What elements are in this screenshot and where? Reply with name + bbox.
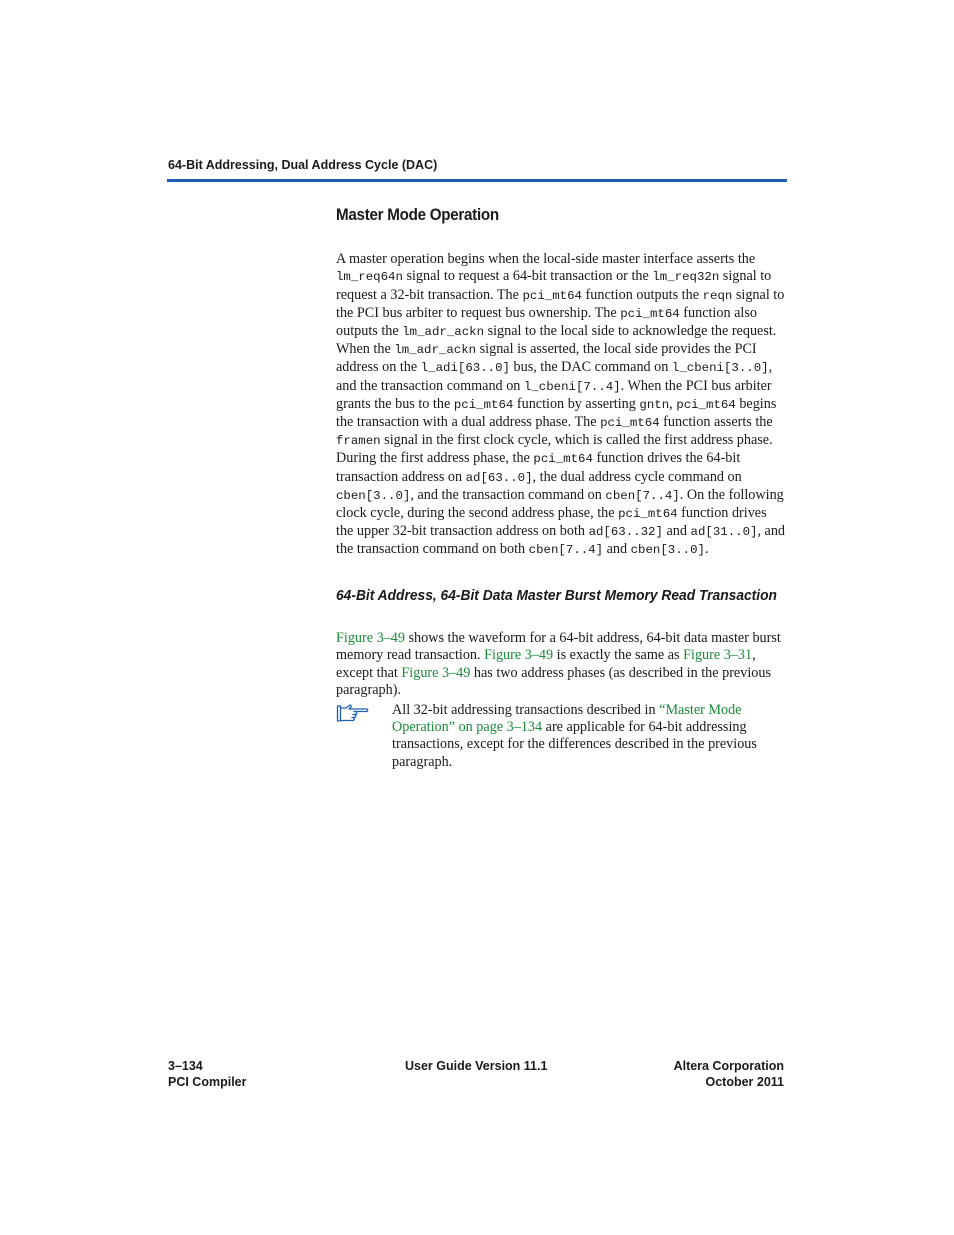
code-span: pci_mt64 <box>522 288 582 303</box>
code-span: cben[7..4] <box>528 543 604 558</box>
page-number: 3–134 <box>168 1059 203 1073</box>
text-run: signal to request a 64-bit transaction or the <box>402 268 653 285</box>
text-run: signal to request a 32-bit transaction. The <box>336 268 772 303</box>
running-header-title: 64-Bit Addressing, Dual Address Cycle (DAC) <box>168 158 438 172</box>
text-run: is exactly the same as <box>553 647 684 664</box>
cross-reference-link[interactable]: Figure 3–49 <box>336 630 405 647</box>
footer-center <box>405 1059 547 1075</box>
cross-reference-link[interactable]: Figure 3–49 <box>484 647 554 664</box>
company-name: Altera Corporation <box>673 1059 784 1073</box>
text-run: , and the transaction command on <box>336 359 773 394</box>
code-span: lm_req64n <box>336 270 403 285</box>
publication-date: October 2011 <box>705 1074 784 1089</box>
code-span: lm_adr_ackn <box>402 325 485 339</box>
text-run: , and the transaction command on both <box>336 523 786 558</box>
guide-version: User Guide Version 11.1 <box>405 1059 548 1073</box>
code-span: reqn <box>702 288 733 303</box>
code-span: lm_adr_ackn <box>394 343 477 358</box>
text-run: , the dual address cycle command on <box>532 468 742 485</box>
text-run: has two address phases (as described in the previous paragraph). <box>336 664 771 698</box>
text-run: function asserts the <box>659 414 773 431</box>
code-span: ad[31..0] <box>690 525 758 540</box>
code-span: ad[63..32] <box>588 525 663 540</box>
code-span: cben[7..4] <box>605 488 680 503</box>
section-heading: Master Mode Operation <box>336 206 499 224</box>
text-run: function drives the 64-bit transaction address on <box>336 450 741 485</box>
code-span: l_cbeni[3..0] <box>671 361 769 376</box>
text-run: signal in the first clock cycle, which is called the first address phase. During the first address phase, the <box>336 432 773 467</box>
text-run: and <box>603 541 631 558</box>
text-run: All 32-bit addressing transactions described in <box>392 702 660 718</box>
cross-reference-link[interactable]: Figure 3–31 <box>683 647 753 664</box>
code-span: pci_mt64 <box>676 397 736 412</box>
text-run: function by asserting <box>513 395 640 412</box>
subsection-heading: 64-Bit Address, 64-Bit Data Master Burst Memory Read Transaction <box>336 587 777 604</box>
footer-right <box>600 1059 784 1090</box>
text-run: . <box>704 541 709 558</box>
text-run: signal is asserted, the local side provides the PCI address on the <box>336 341 757 376</box>
body-paragraph-burst-read <box>336 630 786 699</box>
text-run: function also outputs the <box>336 304 757 339</box>
code-span: pci_mt64 <box>618 507 678 522</box>
code-span: pci_mt64 <box>453 397 514 412</box>
cross-reference-link[interactable]: Figure 3–49 <box>401 664 471 681</box>
code-span: l_cbeni[7..4] <box>523 379 621 394</box>
code-span: cben[3..0] <box>336 488 411 503</box>
text-run: signal to the PCI bus arbiter to request bus ownership. The <box>336 286 785 321</box>
text-run: function drives the upper 32-bit transaction address on both <box>336 505 767 540</box>
note-text <box>392 702 785 771</box>
product-name: PCI Compiler <box>168 1074 247 1089</box>
text-run: bus, the DAC command on <box>509 359 672 376</box>
code-span: cben[3..0] <box>630 543 705 558</box>
cross-reference-link[interactable]: “Master Mode Operation” on page 3–134 <box>392 702 742 736</box>
text-run: A master operation begins when the local-side master interface asserts the <box>336 251 756 268</box>
code-span: gntn <box>639 397 670 412</box>
text-run: . On the following clock cycle, during the second address phase, the <box>336 486 784 522</box>
text-run: , and the transaction command on <box>410 486 606 503</box>
code-span: lm_req32n <box>652 270 720 285</box>
text-run: , except that <box>336 647 756 681</box>
text-run: and <box>662 523 691 540</box>
text-run: shows the waveform for a 64-bit address, 64-bit data master burst memory read transaction. <box>336 630 781 664</box>
code-span: framen <box>336 434 381 449</box>
text-run: function outputs the <box>581 286 703 303</box>
text-run: begins the transaction with a dual address phase. The <box>336 395 777 431</box>
code-span: ad[63..0] <box>465 470 533 485</box>
footer-left <box>168 1059 247 1090</box>
header-rule <box>167 179 787 182</box>
body-paragraph-master-operation <box>336 251 786 559</box>
code-span: pci_mt64 <box>533 452 593 467</box>
text-run: are applicable for 64-bit addressing transactions, except for the differences described in the previous paragraph. <box>392 719 757 770</box>
text-run: signal to the local side to acknowledge the request. When the <box>336 323 777 358</box>
code-span: pci_mt64 <box>620 306 680 321</box>
code-span: pci_mt64 <box>600 416 660 431</box>
text-run: . When the PCI bus arbiter grants the bus to the <box>336 377 772 412</box>
pointing-hand-icon <box>336 702 370 724</box>
text-run: , <box>669 395 677 412</box>
code-span: l_adi[63..0] <box>420 361 510 376</box>
